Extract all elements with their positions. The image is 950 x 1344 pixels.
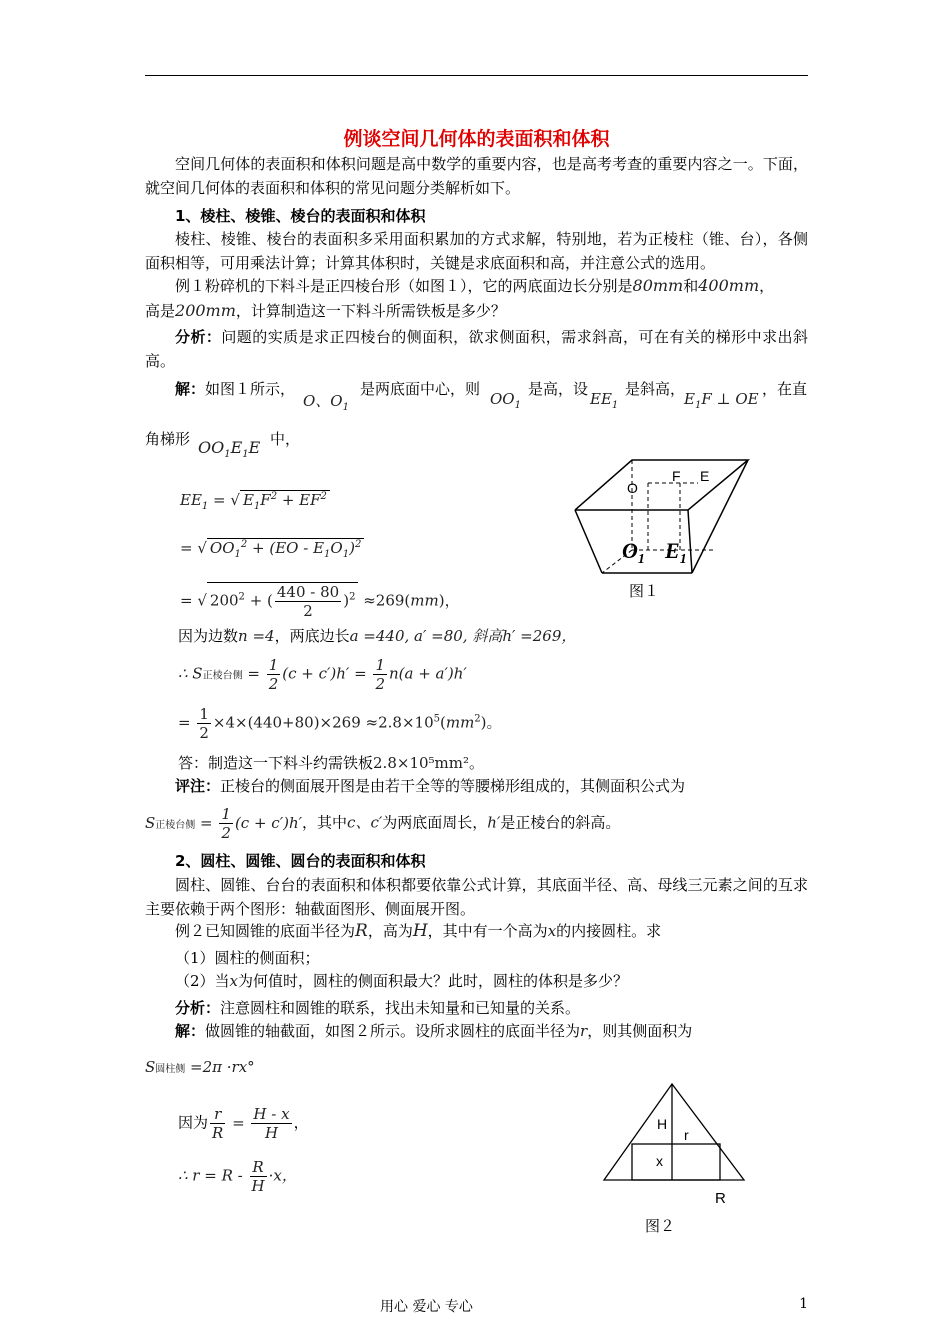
eq1: $EE_1$ = √ $E_1F^2 + EF^2$: [180, 490, 330, 512]
analysis1: 分析：问题的实质是求正四棱台的侧面积，欲求侧面积，需求斜高，可在有关的梯形中求出斜高。: [145, 328, 808, 370]
sol1-text-c: 是高，设: [528, 380, 589, 398]
sol1-centers: O、$O_1$: [303, 392, 349, 413]
cylinder-area-formula: S圆柱侧 =2π ·rx°: [145, 1058, 255, 1076]
intro-paragraph: 空间几何体的表面积和体积问题是高中数学的重要内容，也是高考考查的重要内容之一。下面，就空间几何体的表面积和体积的常见问题分类解析如下。: [145, 155, 808, 197]
page-title: 例谈空间几何体的表面积和体积: [343, 128, 610, 150]
figure1-frustum: [570, 455, 760, 585]
sol1-perp: $E_1F$ ⊥ OE: [684, 390, 759, 411]
footer-center: 用心 爱心 专心: [380, 1299, 473, 1315]
solution1-line1: 解：如图１所示，: [175, 380, 296, 398]
fig2-label-x: x: [656, 1153, 663, 1169]
sol1-text-b: 是两底面中心，则: [360, 380, 481, 398]
ratio-equation: 因为 $\frac{r}{R}$ = $\frac{H - x}{H}$ ，: [178, 1105, 309, 1142]
question2: （2）当x为何值时，圆柱的侧面积最大？此时，圆柱的体积是多少？: [175, 972, 629, 990]
trapezoid-name: $OO_1E_1E$: [198, 438, 261, 461]
solution2: 解：做圆锥的轴截面，如图２所示。设所求圆柱的底面半径为r，则其侧面积为: [175, 1022, 693, 1040]
r-equation: ∴ r = R - $\frac{R}{H}$ ·x，: [178, 1158, 297, 1195]
fig2-label-H: H: [657, 1116, 668, 1132]
section1-paragraph: 棱柱、棱锥、棱台的表面积多采用面积累加的方式求解，特别地，若为正棱柱（锥、台），各侧面积相等，可用乘法计算；计算其体积时，关键是求底面积和高，并注意公式的选用。: [145, 230, 808, 272]
analysis2: 分析：注意圆柱和圆锥的联系，找出未知量和已知量的关系。: [175, 999, 581, 1017]
sol1-slant: $EE_1$: [590, 390, 619, 411]
because-line: 因为边数n =4，两底边长a =440, a′ =80, 斜高h′ =269，: [178, 627, 577, 645]
example2: 例２已知圆锥的底面半径为R，高为H，其中有一个高为x的内接圆柱。求: [175, 921, 662, 941]
remark-line1: 评注：正棱台的侧面展开图是由若干全等的等腰梯形组成的，其侧面积公式为: [175, 777, 686, 795]
sol1-text-e: ，在直: [762, 380, 808, 398]
eq3: = √ $200^2$ + ( $\frac{440 - 80}{2}$ )$^2$ ≈269(mm)，: [180, 583, 460, 620]
eq4: ∴ S正棱台侧 = $\frac{1}{2}$ (c + c′)h′ = $\frac{1}{2}$ n(a + a′)h′: [178, 656, 467, 693]
question1: （1）圆柱的侧面积；: [175, 949, 320, 967]
page-number: 1: [799, 1296, 808, 1312]
sol1-height: $OO_1$: [490, 390, 521, 411]
section2-heading: 2、圆柱、圆锥、圆台的表面积和体积: [175, 852, 426, 870]
figure2-caption: 图２: [645, 1217, 676, 1235]
figure2-cone-section: [600, 1080, 750, 1190]
fig1-label-E1: $E_1$: [665, 538, 687, 567]
fig1-label-O: O: [627, 480, 638, 496]
figure1-caption: 图１: [629, 582, 660, 600]
header-rule: [145, 75, 808, 76]
remark-line2: S正棱台侧 = $\frac{1}{2}$ (c + c′)h′，其中c、c′为两底面周长，h′是正棱台的斜高。: [145, 805, 621, 842]
fig1-label-O1: $O_1$: [622, 538, 645, 567]
sol1-text-f: 角梯形: [145, 430, 191, 448]
fig2-label-r: r: [684, 1127, 689, 1143]
example1-line2: 高是200mm，计算制造这一下料斗所需铁板是多少？: [145, 301, 506, 320]
answer1: 答：制造这一下料斗约需铁板2.8×10⁵mm²。: [178, 754, 485, 772]
eq5: = $\frac{1}{2}$ $\times 4\times(440+80)\times 269 \approx 2.8\times 10^5(mm^2)$。: [178, 705, 502, 742]
eq2: = √ $OO_1^2 + (EO - E_1O_1)^2$: [180, 538, 364, 560]
fig2-label-R: R: [715, 1190, 726, 1207]
section2-paragraph: 圆柱、圆锥、台台的表面积和体积都要依靠公式计算，其底面半径、高、母线三元素之间的互求主要依赖于两个图形：轴截面图形、侧面展开图。: [145, 876, 808, 918]
sol1-text-d: 是斜高，: [625, 380, 686, 398]
fig1-label-E: E: [700, 468, 710, 484]
example1-line1: 例１粉碎机的下料斗是正四棱台形（如图１），它的两底面边长分别是80mm和400mm，: [175, 276, 775, 295]
fig1-label-F: F: [672, 468, 681, 484]
section1-heading: 1、棱柱、棱锥、棱台的表面积和体积: [175, 207, 426, 225]
sol1-text-g: 中，: [270, 430, 301, 448]
